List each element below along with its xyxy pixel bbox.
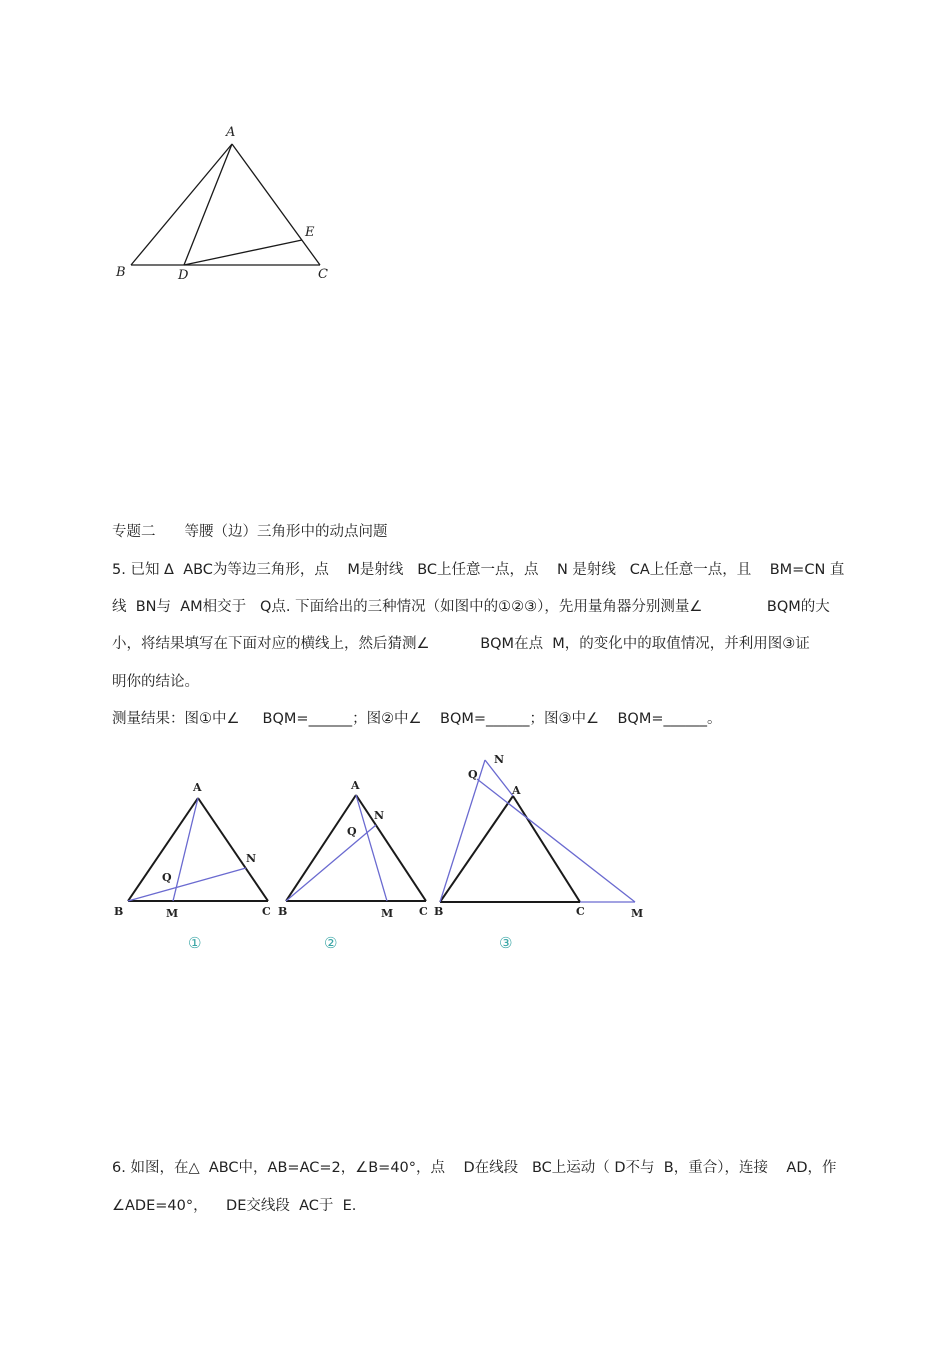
fig3-label-c: C: [576, 905, 585, 918]
fig1-label-q: Q: [162, 871, 172, 884]
fig3-label-b: B: [434, 905, 444, 918]
problem-6-line-1: 6. 如图，在△ ABC中，AB=AC=2，∠B=40°，点 D在线段 BC上运动（ D不与 B，重合），连接 AD，作: [112, 1160, 837, 1176]
point-label-d: D: [178, 268, 189, 283]
fig2-label-n: N: [374, 809, 385, 822]
problem-5-line-4: 明你的结论。: [112, 674, 199, 690]
point-label-a: A: [226, 125, 236, 140]
fig3-label-a: A: [512, 784, 521, 797]
problem-5-line-1: 5. 已知 Δ ABC为等边三角形，点 M是射线 BC上任意一点，点 N 是射线 CA上任意一点，且 BM=CN 直: [112, 562, 845, 578]
problem-5-line-2: 线 BN与 AM相交于 Q点. 下面给出的三种情况（如图中的①②③），先用量角器分别测量∠ BQM的大: [112, 599, 830, 615]
figure-5-2: [270, 775, 440, 955]
point-label-c: C: [318, 267, 328, 282]
fig1-label-m: M: [166, 907, 179, 920]
fig3-label-q: Q: [468, 768, 478, 781]
fig2-label-a: A: [351, 779, 360, 792]
problem-6-line-2: ∠ADE=40°， DE交线段 AC于 E.: [112, 1198, 357, 1214]
section-title: 专题二 等腰（边）三角形中的动点问题: [112, 524, 388, 540]
fig1-label-a: A: [193, 781, 202, 794]
fig1-label-c: C: [262, 905, 271, 918]
fig2-caption: ②: [324, 934, 338, 952]
fig2-label-c: C: [419, 905, 428, 918]
fig2-label-m: M: [381, 907, 394, 920]
fig1-caption: ①: [188, 934, 202, 952]
fig2-label-b: B: [278, 905, 288, 918]
fig3-caption: ③: [499, 934, 513, 952]
top-triangle-figure: [110, 118, 350, 288]
fig3-label-n: N: [494, 753, 505, 766]
fig1-label-n: N: [246, 852, 257, 865]
fig3-label-m: M: [631, 907, 644, 920]
figure-5-1: [110, 775, 280, 955]
figure-5-3: [428, 750, 658, 955]
fig2-label-q: Q: [347, 825, 357, 838]
problem-5-line-3: 小，将结果填写在下面对应的横线上，然后猜测∠ BQM在点 M，的变化中的取值情况，并利用图③证: [112, 636, 810, 652]
point-label-e: E: [305, 225, 315, 240]
problem-5-measurement: 测量结果：图①中∠ BQM=______；图②中∠ BQM=______；图③中∠ BQM=______。: [112, 711, 722, 727]
fig1-label-b: B: [114, 905, 124, 918]
point-label-b: B: [116, 265, 126, 280]
